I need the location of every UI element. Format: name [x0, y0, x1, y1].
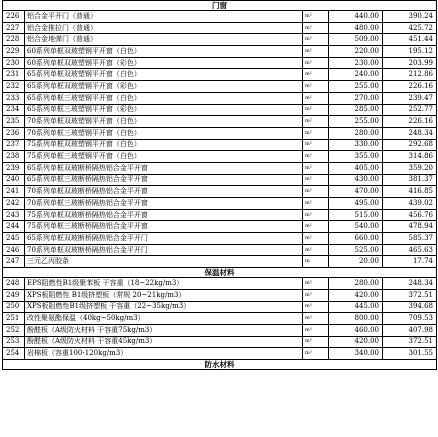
item-price: 445.00 — [329, 301, 383, 313]
item-unit: m² — [303, 221, 329, 233]
item-total: 226.16 — [383, 116, 437, 128]
table-row — [3, 186, 437, 198]
item-number: 240 — [3, 174, 25, 186]
item-number: 251 — [3, 313, 25, 325]
price-table — [2, 0, 437, 370]
table-row — [3, 244, 437, 256]
item-unit: m³ — [303, 313, 329, 325]
item-price: 330.00 — [329, 139, 383, 151]
item-price: 230.00 — [329, 57, 383, 69]
item-total: 585.37 — [383, 233, 437, 245]
table-row — [3, 104, 437, 116]
item-price: 470.00 — [329, 186, 383, 198]
item-name: EPS阻燃性B1级聚苯板 干容重（18~22kg/m3） — [25, 278, 303, 290]
item-number: 235 — [3, 116, 25, 128]
item-total: 416.85 — [383, 186, 437, 198]
item-name: 70系列单框双玻塑钢平开窗（白色） — [25, 116, 303, 128]
item-name: 改性聚氨酯保温（40kg~50kg/m3） — [25, 313, 303, 325]
item-total: 390.24 — [383, 11, 437, 23]
table-row — [3, 198, 437, 210]
item-unit: m² — [303, 186, 329, 198]
table-row — [3, 116, 437, 128]
item-name: 75系列单框双玻塑钢平开窗（白色） — [25, 139, 303, 151]
item-total: 439.02 — [383, 198, 437, 210]
item-number: 233 — [3, 92, 25, 104]
item-name: 65系列单框双玻断桥隔热铝合金平开窗 — [25, 162, 303, 174]
item-name: 铝合金地弹门（普通） — [25, 34, 303, 46]
item-unit: m² — [303, 22, 329, 34]
item-total: 226.16 — [383, 81, 437, 93]
item-number: 236 — [3, 127, 25, 139]
table-row — [3, 11, 437, 23]
item-number: 247 — [3, 256, 25, 268]
table-row — [3, 324, 437, 336]
table-row — [3, 92, 437, 104]
item-unit: m² — [303, 69, 329, 81]
item-number: 243 — [3, 209, 25, 221]
item-unit: m² — [303, 57, 329, 69]
item-total: 248.34 — [383, 127, 437, 139]
section-title: 防水材料 — [3, 359, 437, 369]
item-unit: m² — [303, 139, 329, 151]
item-unit: m³ — [303, 301, 329, 313]
item-unit: m² — [303, 209, 329, 221]
item-name: 70系列单框双玻断桥隔热铝合金平开窗 — [25, 186, 303, 198]
table-row — [3, 174, 437, 186]
item-unit: m² — [303, 46, 329, 58]
item-name: 75系列单框双玻断桥隔热铝合金平开窗 — [25, 209, 303, 221]
item-number: 230 — [3, 57, 25, 69]
item-name: XPS板阻燃性 B1级挤塑板（常规 20~21kg/m3） — [25, 289, 303, 301]
item-unit: m³ — [303, 324, 329, 336]
item-name: 75系列单框三玻塑钢平开窗（白色） — [25, 151, 303, 163]
item-unit: m² — [303, 92, 329, 104]
item-total: 451.44 — [383, 34, 437, 46]
section-title: 门窗 — [3, 1, 437, 11]
item-unit: m³ — [303, 348, 329, 360]
item-total: 456.76 — [383, 209, 437, 221]
item-name: 65系列单框三玻塑钢平开窗（白色） — [25, 92, 303, 104]
item-unit: m³ — [303, 278, 329, 290]
item-number: 254 — [3, 348, 25, 360]
item-price: 285.00 — [329, 104, 383, 116]
item-total: 381.37 — [383, 174, 437, 186]
price-table-body — [3, 1, 437, 370]
item-total: 465.63 — [383, 244, 437, 256]
item-total: 394.68 — [383, 301, 437, 313]
item-total: 17.74 — [383, 256, 437, 268]
item-unit: m² — [303, 127, 329, 139]
table-row — [3, 348, 437, 360]
item-price: 240.00 — [329, 69, 383, 81]
item-number: 228 — [3, 34, 25, 46]
table-row — [3, 313, 437, 325]
item-name: 65系列单框双玻塑钢平开窗（彩色） — [25, 81, 303, 93]
item-number: 232 — [3, 81, 25, 93]
item-unit: m — [303, 256, 329, 268]
item-unit: m² — [303, 104, 329, 116]
table-row — [3, 289, 437, 301]
item-name: 65系列单框双玻断桥隔热铝合金平开门 — [25, 233, 303, 245]
item-unit: m² — [303, 198, 329, 210]
item-name: 铝合金平开门（普通） — [25, 11, 303, 23]
item-total: 359.20 — [383, 162, 437, 174]
item-name: 65系列单框双玻塑钢平开窗（白色） — [25, 69, 303, 81]
item-total: 314.86 — [383, 151, 437, 163]
item-unit: m² — [303, 233, 329, 245]
item-price: 420.00 — [329, 336, 383, 348]
item-unit: m² — [303, 116, 329, 128]
item-name: 70系列单框三玻塑钢平开窗（白色） — [25, 127, 303, 139]
item-number: 242 — [3, 198, 25, 210]
item-number: 227 — [3, 22, 25, 34]
item-name: 60系列单框双玻塑钢平开窗（白色） — [25, 46, 303, 58]
table-row — [3, 46, 437, 58]
item-price: 525.00 — [329, 244, 383, 256]
item-unit: m² — [303, 81, 329, 93]
table-row — [3, 22, 437, 34]
item-name: 65系列单框三玻塑钢平开窗（彩色） — [25, 104, 303, 116]
item-price: 430.00 — [329, 174, 383, 186]
item-price: 255.00 — [329, 116, 383, 128]
table-row — [3, 127, 437, 139]
item-total: 425.72 — [383, 22, 437, 34]
item-number: 253 — [3, 336, 25, 348]
table-row — [3, 151, 437, 163]
item-price: 280.00 — [329, 127, 383, 139]
item-unit: m² — [303, 162, 329, 174]
item-price: 255.00 — [329, 81, 383, 93]
item-price: 495.00 — [329, 198, 383, 210]
item-name: 铝合金推拉门（普通） — [25, 22, 303, 34]
table-row — [3, 34, 437, 46]
item-total: 248.34 — [383, 278, 437, 290]
table-row — [3, 233, 437, 245]
item-name: 70系列单框双玻断桥隔热铝合金平开门 — [25, 244, 303, 256]
item-number: 249 — [3, 289, 25, 301]
item-price: 660.00 — [329, 233, 383, 245]
item-unit: m² — [303, 174, 329, 186]
item-total: 709.53 — [383, 313, 437, 325]
item-price: 270.00 — [329, 92, 383, 104]
item-total: 407.98 — [383, 324, 437, 336]
item-price: 480.00 — [329, 22, 383, 34]
item-name: 酚醛板（A级防火材料 干容重75kg/m3） — [25, 324, 303, 336]
item-total: 212.86 — [383, 69, 437, 81]
item-price: 220.00 — [329, 46, 383, 58]
table-row — [3, 81, 437, 93]
item-name: 酚醛板（A级防火材料 干容重45kg/m3） — [25, 336, 303, 348]
table-row — [3, 139, 437, 151]
item-unit: m³ — [303, 289, 329, 301]
item-unit: m² — [303, 151, 329, 163]
item-number: 237 — [3, 139, 25, 151]
item-number: 231 — [3, 69, 25, 81]
item-unit: m³ — [303, 336, 329, 348]
item-price: 355.00 — [329, 151, 383, 163]
table-row — [3, 301, 437, 313]
item-price: 420.00 — [329, 289, 383, 301]
item-number: 244 — [3, 221, 25, 233]
item-number: 226 — [3, 11, 25, 23]
item-total: 292.68 — [383, 139, 437, 151]
item-price: 20.00 — [329, 256, 383, 268]
item-price: 405.00 — [329, 162, 383, 174]
item-price: 515.00 — [329, 209, 383, 221]
item-total: 252.77 — [383, 104, 437, 116]
item-number: 238 — [3, 151, 25, 163]
section-header-row — [3, 1, 437, 11]
item-price: 280.00 — [329, 278, 383, 290]
item-price: 540.00 — [329, 221, 383, 233]
item-name: 65系列单框三玻断桥隔热铝合金平开窗 — [25, 174, 303, 186]
item-number: 246 — [3, 244, 25, 256]
table-row — [3, 221, 437, 233]
item-number: 250 — [3, 301, 25, 313]
item-number: 239 — [3, 162, 25, 174]
item-number: 252 — [3, 324, 25, 336]
item-unit: m² — [303, 11, 329, 23]
item-unit: m² — [303, 244, 329, 256]
item-number: 245 — [3, 233, 25, 245]
item-total: 239.47 — [383, 92, 437, 104]
section-header-row — [3, 359, 437, 369]
item-total: 372.51 — [383, 336, 437, 348]
item-total: 372.51 — [383, 289, 437, 301]
table-row — [3, 57, 437, 69]
item-number: 241 — [3, 186, 25, 198]
item-number: 234 — [3, 104, 25, 116]
item-price: 460.00 — [329, 324, 383, 336]
table-row — [3, 336, 437, 348]
item-name: 75系列单框三玻断桥隔热铝合金平开窗 — [25, 221, 303, 233]
item-name: 70系列单框三玻断桥隔热铝合金平开窗 — [25, 198, 303, 210]
item-price: 340.00 — [329, 348, 383, 360]
item-total: 478.94 — [383, 221, 437, 233]
item-number: 229 — [3, 46, 25, 58]
item-total: 203.99 — [383, 57, 437, 69]
item-unit: m² — [303, 34, 329, 46]
item-total: 301.55 — [383, 348, 437, 360]
item-name: 三元乙丙胶条 — [25, 256, 303, 268]
section-header-row — [3, 268, 437, 278]
table-row — [3, 278, 437, 290]
table-row — [3, 209, 437, 221]
table-row — [3, 162, 437, 174]
table-row — [3, 69, 437, 81]
item-total: 195.12 — [383, 46, 437, 58]
item-number: 248 — [3, 278, 25, 290]
item-name: 60系列单框双玻塑钢平开窗（彩色） — [25, 57, 303, 69]
item-price: 800.00 — [329, 313, 383, 325]
item-name: 岩棉板（容重100-120kg/m3） — [25, 348, 303, 360]
section-title: 保温材料 — [3, 268, 437, 278]
item-name: XPS板阻燃性B1级挤塑板 干容重（22~35kg/m3） — [25, 301, 303, 313]
table-row — [3, 256, 437, 268]
item-price: 440.00 — [329, 11, 383, 23]
item-price: 509.00 — [329, 34, 383, 46]
